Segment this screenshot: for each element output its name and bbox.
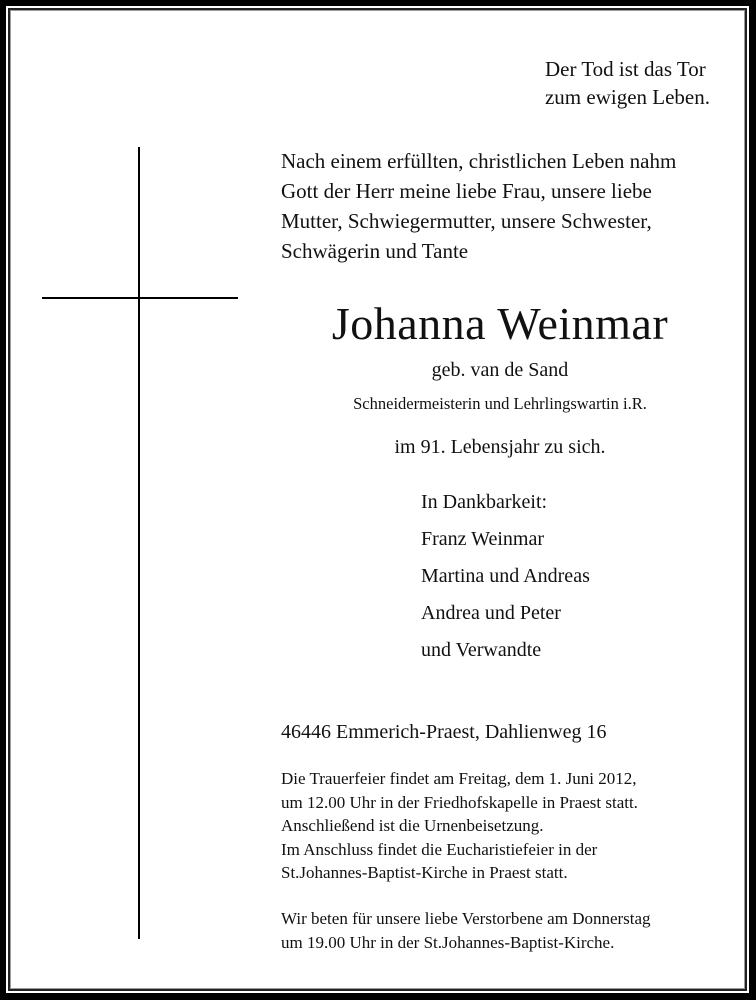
intro-line: Gott der Herr meine liebe Frau, unsere liebe — [281, 179, 652, 203]
service-line: Im Anschluss findet die Eucharistiefeier in der — [281, 839, 598, 859]
mourners-list — [421, 484, 590, 669]
intro-line: Schwägerin und Tante — [281, 239, 469, 263]
cross-icon-horizontal-beam — [42, 297, 238, 299]
prayer-line: um 19.00 Uhr in der St.Johannes-Baptist-Kirche. — [281, 932, 615, 952]
service-line: um 12.00 Uhr in der Friedhofskapelle in Praest statt. — [281, 792, 638, 812]
mourners-heading: In Dankbarkeit: — [421, 491, 548, 513]
intro-paragraph — [281, 146, 676, 266]
family-address: 46446 Emmerich-Praest, Dahlienweg 16 — [281, 721, 607, 743]
maiden-name: geb. van de Sand — [431, 359, 569, 381]
intro-line: Mutter, Schwiegermutter, unsere Schwester, — [281, 209, 652, 233]
mourner-name: Franz Weinmar — [421, 528, 544, 550]
motto-line: zum ewigen Leben. — [544, 85, 710, 109]
motto-quote — [545, 55, 710, 111]
prayer-line: Wir beten für unsere liebe Verstorbene am Donnerstag — [281, 909, 651, 928]
deceased-name: Johanna Weinmar — [331, 298, 669, 349]
service-line: Anschließend ist die Urnenbeisetzung. — [281, 816, 544, 835]
mourner-name: Martina und Andreas — [421, 565, 590, 587]
motto-line: Der Tod ist das Tor — [544, 57, 706, 81]
intro-line: Nach einem erfüllten, christlichen Leben nahm — [281, 149, 677, 173]
service-line: St.Johannes-Baptist-Kirche in Praest statt. — [281, 863, 568, 882]
service-details — [281, 767, 638, 885]
mourner-name: und Verwandte — [421, 639, 542, 661]
age-line: im 91. Lebensjahr zu sich. — [394, 436, 606, 458]
prayer-details — [281, 907, 651, 954]
occupation: Schneidermeisterin und Lehrlingswartin i.R. — [353, 394, 647, 413]
cross-icon-vertical-beam — [138, 147, 140, 939]
mourner-name: Andrea und Peter — [421, 602, 561, 624]
service-line: Die Trauerfeier findet am Freitag, dem 1. Juni 2012, — [281, 769, 637, 788]
